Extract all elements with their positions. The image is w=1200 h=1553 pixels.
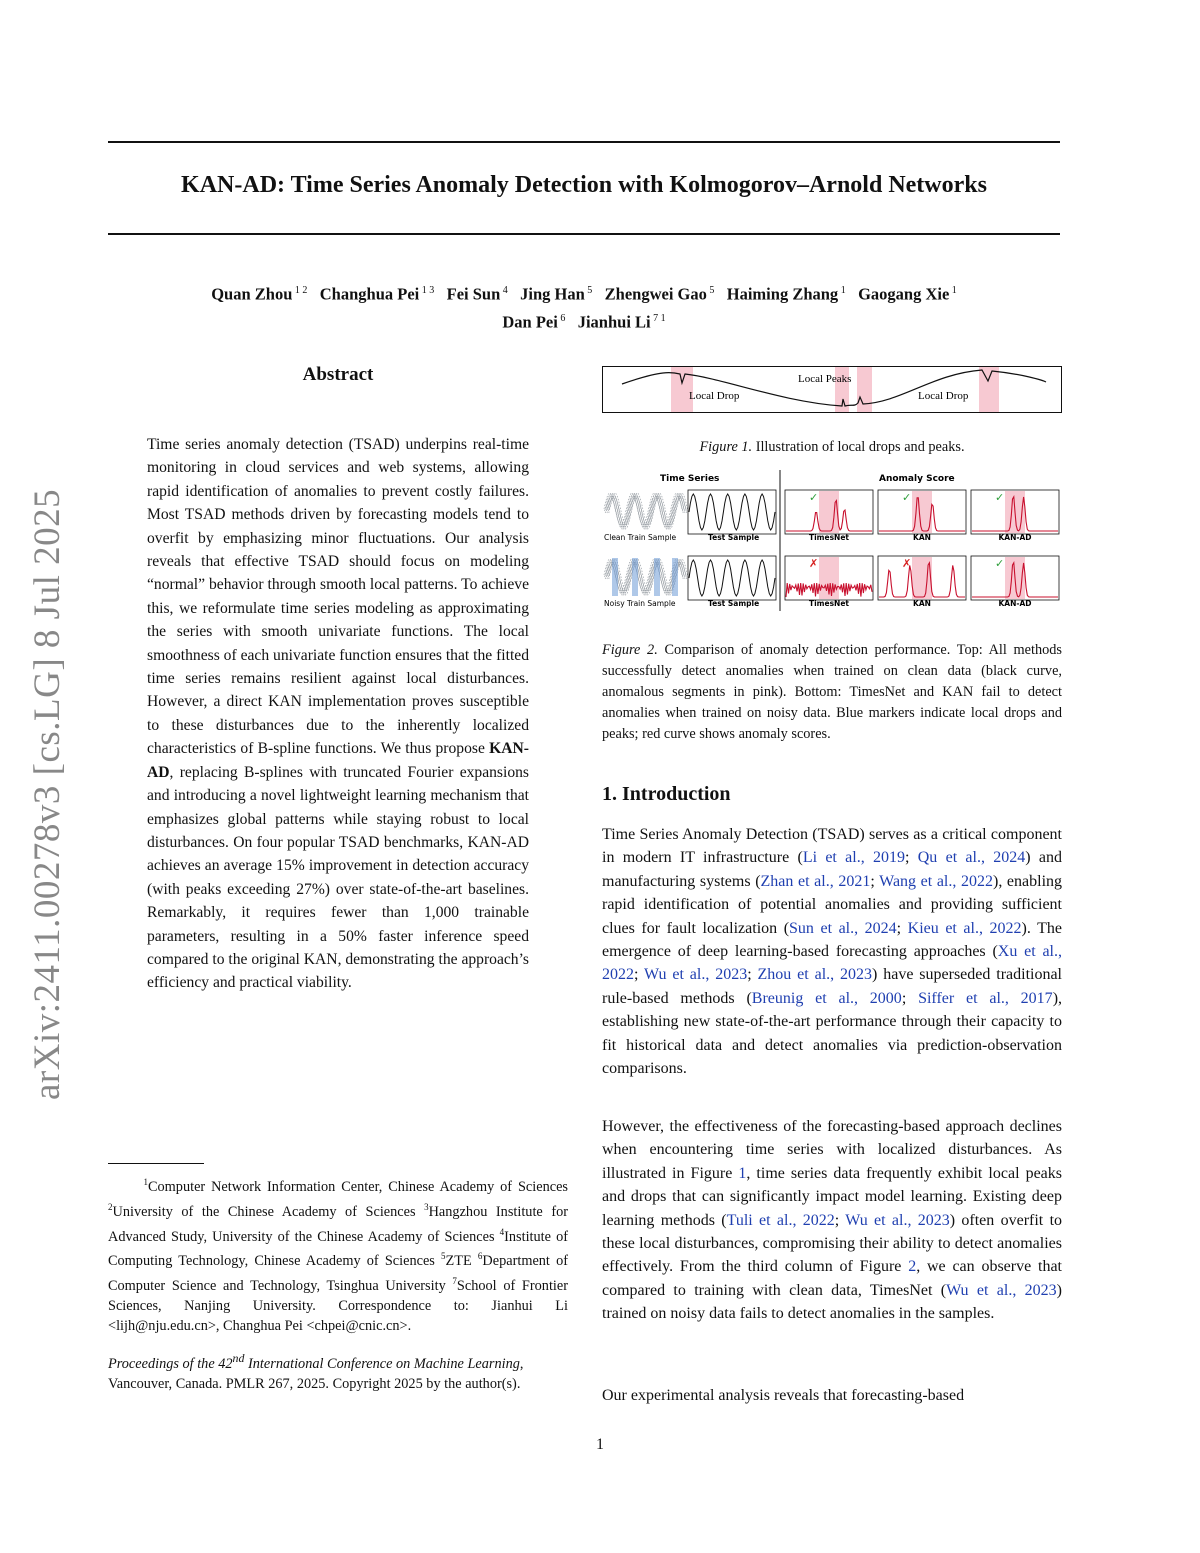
aff-mark: 5 [441,1251,446,1262]
proceedings-note [108,1348,568,1394]
citation-link[interactable]: Tuli et al., 2022 [726,1211,835,1229]
citation-link[interactable]: Breunig et al., 2000 [751,989,902,1007]
author-name: Zhengwei Gao [604,284,707,304]
title-bottom-rule [108,233,1060,235]
citation-link[interactable]: Wu et al., 2023 [946,1281,1057,1299]
proceedings-italic: Proceedings of the 42 [108,1355,233,1372]
local-disturbance-marker [612,558,618,596]
author-affiliation: 5 [584,285,593,296]
figure-1-caption-text: Illustration of local drops and peaks. [752,439,965,455]
train-trace [609,493,687,525]
train-sample-plot [604,493,687,529]
citation-link[interactable]: Zhou et al., 2023 [757,966,873,984]
citation-link[interactable]: Zhan et al., 2021 [760,872,871,890]
abstract-part-2: , replacing B-splines with truncated Fourier expansions and introducing a novel lightweight learning mechanism that emphasizes global patterns while staying robust to local disturbances. On four popular TSAD benchmarks, KAN-AD achieves an average 15% improvement in detection accuracy (with peaks exceeding 27%) over state-of-the-art baselines. Remarkably, it requires fewer than 1,000 trainable parameters, resulting in a 50% faster inference speed compared to the original KAN, demonstrating the approach’s efficiency and practical viability. [147,763,529,992]
intro-text: ) often overfit to these local disturbances, compromising their ability to detect anomalies effectively. From the third column of Figure [602,1211,1063,1276]
affiliation-footnote [108,1172,568,1336]
aff-text: School of Frontier Sciences, Nanjing University. Correspondence to: Jianhui Li <lijh@nju.edu.cn>, Changhua Pei <chpei@cnic.cn>. [108,1277,568,1334]
citation-link[interactable]: Xu et al., 2022 [602,943,1062,984]
success-check-icon: ✓ [902,491,912,504]
proceedings-rest: , Vancouver, Canada. PMLR 267, 2025. Copyright 2025 by the author(s). [108,1355,524,1392]
intro-text: ) trained on noisy data fails to detect anomalies in the samples. [602,1281,1062,1323]
author-name: Changhua Pei [319,284,420,304]
intro-text: ) and manufacturing systems ( [602,849,1063,890]
abstract-method-name: KAN-AD [147,740,529,781]
method-label: KAN-AD [998,599,1032,608]
intro-text: , time series data frequently exhibit local peaks and drops that can significantly impact model learning. Existing deep learning methods ( [602,1164,1062,1229]
intro-text: , we can observe that compared to training with clean data, TimesNet ( [602,1258,1063,1299]
intro-paragraph-3: Our experimental analysis reveals that forecasting-based [602,1387,965,1404]
figure-2-caption [602,640,1062,745]
failure-cross-icon: ✗ [902,557,912,570]
success-check-icon: ✓ [809,491,819,504]
method-label: KAN [913,599,931,608]
intro-text: ; [634,966,645,984]
drop-highlight-right [979,367,999,412]
intro-text: ; [896,919,908,937]
intro-text: ). The emergence of deep learning-based forecasting approaches ( [602,919,1062,961]
method-label: KAN-AD [998,533,1032,542]
author-line-1 [108,279,1060,307]
intro-text: Time Series Anomaly Detection (TSAD) serves as a critical component in modern IT infrastructure ( [602,826,1062,867]
intro-text: ; [870,872,880,890]
page-number: 1 [596,1436,604,1453]
test-sample-label: Test Sample [708,533,760,542]
header-time-series: Time Series [660,474,720,484]
aff-mark: 3 [424,1201,429,1212]
citation-link[interactable]: 1 [738,1164,747,1182]
aff-mark: 7 [452,1276,457,1287]
label-local-peaks: Local Peaks [798,373,852,385]
figure-1-caption [602,437,1062,458]
local-disturbance-marker [632,558,638,596]
citation-link[interactable]: Qu et al., 2024 [917,849,1026,867]
author-name: Jianhui Li [577,312,651,331]
author-name: Dan Pei [502,312,558,331]
author-affiliation: 1 2 [292,285,308,296]
intro-paragraph-1 [602,823,1062,1080]
intro-text: ; [905,849,918,867]
method-panel [878,490,966,542]
anomaly-segment [819,491,839,533]
section-heading-introduction: 1. Introduction [602,783,731,805]
failure-cross-icon: ✗ [809,557,819,570]
aff-mark: 4 [499,1226,505,1237]
aff-text: Department of Computer Science and Technology, Tsinghua University [108,1253,568,1294]
paper-title: KAN-AD: Time Series Anomaly Detection with Kolmogorov–Arnold Networks [181,172,987,198]
peak-highlight-2 [857,367,872,412]
author-affiliation: 7 1 [650,312,666,324]
figure-2 [602,466,1062,616]
citation-link[interactable]: Wu et al., 2023 [644,966,748,984]
citation-link[interactable]: Li et al., 2019 [802,849,905,867]
success-check-icon: ✓ [995,491,1005,504]
proceedings-sup: nd [232,1351,245,1365]
author-affiliation: 6 [557,312,566,324]
author-list [108,279,1060,334]
method-panel [785,556,873,608]
author-name: Quan Zhou [211,284,293,304]
local-disturbance-marker [654,558,660,596]
test-sample-label: Test Sample [708,599,760,608]
aff-mark: 2 [108,1201,113,1212]
method-panel [971,556,1059,608]
label-local-drop-left: Local Drop [689,390,740,402]
figure-2-plot [602,466,1062,616]
footnote-rule [108,1163,204,1164]
author-line-2 [108,307,1060,335]
abstract-heading: Abstract [302,364,374,385]
aff-mark: 1 [143,1177,148,1187]
abstract-text [147,433,529,995]
author-name: Haiming Zhang [726,284,839,304]
citation-link[interactable]: Wang et al., 2022 [879,872,993,890]
author-name: Gaogang Xie [858,284,950,304]
aff-text: ZTE [445,1253,478,1270]
intro-text: ), establishing new state-of-the-art performance through their capacity to fit historical data and detect anomalies via prediction-observation comparisons. [602,989,1063,1078]
train-sample-label: Clean Train Sample [604,533,677,542]
method-panel [785,490,873,542]
proceedings-italic-2: International Conference on Machine Learning [244,1355,520,1372]
figure-1-plot [602,366,1062,413]
method-label: TimesNet [808,533,850,542]
author-affiliation: 5 [706,285,715,296]
author-affiliation: 1 [838,285,846,296]
aff-text: Hangzhou Institute for Advanced Study, University of the Chinese Academy of Sciences [108,1203,569,1245]
citation-link[interactable]: Sun et al., 2024 [789,919,897,937]
figure-2-row-noisy [604,556,1059,608]
author-name: Jing Han [520,284,585,304]
citation-link[interactable]: Siffer et al., 2017 [918,989,1053,1007]
author-affiliation: 4 [500,285,508,296]
author-affiliation: 1 3 [419,285,435,296]
success-check-icon: ✓ [995,557,1005,570]
intro-text: ; [901,989,919,1007]
title-top-rule [108,141,1060,143]
method-label: KAN [913,533,931,542]
method-label: TimesNet [808,599,850,608]
header-anomaly-score: Anomaly Score [879,474,955,484]
intro-text: However, the effectiveness of the forecasting-based approach declines when encountering time series with localized disturbances. As illustrated in Figure [602,1118,1062,1182]
figure-2-row-clean [604,490,1059,542]
aff-text: University of the Chinese Academy of Sciences [112,1203,425,1220]
figure-1 [602,366,1062,413]
author-name: Fei Sun [446,284,501,304]
citation-link[interactable]: 2 [908,1258,917,1276]
method-panel [971,490,1059,542]
aff-mark: 6 [477,1251,483,1262]
intro-text: ), enabling rapid identification of potential anomalies and providing sufficient clues for fault localization ( [602,872,1063,937]
intro-paragraph-2 [602,1115,1062,1326]
citation-link[interactable]: Wu et al., 2023 [845,1211,950,1229]
aff-text: Institute of Computing Technology, Chinese Academy of Sciences [108,1228,568,1270]
local-disturbance-marker [672,558,678,596]
intro-text: ) have superseded traditional rule-based methods ( [602,966,1063,1007]
citation-link[interactable]: Kieu et al., 2022 [907,919,1022,937]
train-sample-label: Noisy Train Sample [604,599,676,608]
figure-2-caption-text: Comparison of anomaly detection performance. Top: All methods successfully detect anomalies when trained on clean data (black curve, anomalous segments in pink). Bottom: TimesNet and KAN fail to detect anomalies when trained on noisy data. Blue markers indicate local drops and peaks; red curve shows anomaly scores. [602,642,1062,742]
arxiv-identifier: arXiv:2411.00278v3 [cs.LG] 8 Jul 2025 [27,488,68,1100]
figure-2-caption-label: Figure 2. [602,642,658,658]
intro-text: ; [747,966,758,984]
aff-text: Computer Network Information Center, Chinese Academy of Sciences [148,1178,568,1195]
abstract-part-1: Time series anomaly detection (TSAD) underpins real-time monitoring in cloud services and web systems, allowing rapid identification of anomalies to prevent costly failures. Most TSAD methods driven by forecasting models tend to overfit by emphasizing minor fluctuations. Our analysis reveals that effective TSAD should focus on modeling “normal” behavior through smooth local patterns. To achieve this, we reformulate time series modeling as approximating the series with smooth univariate functions. The local smoothness of each univariate function ensures that the fitted time series remains resilient against local disturbances. However, a direct KAN implementation proves susceptible to these disturbances due to the inherently localized characteristics of B-spline functions. We thus propose [147,436,529,758]
figure-1-caption-label: Figure 1. [699,439,753,455]
label-local-drop-right: Local Drop [918,390,969,402]
author-affiliation: 1 [949,285,957,296]
train-sample-plot [604,558,687,596]
intro-text: ; [834,1211,846,1229]
method-panel [878,556,966,608]
